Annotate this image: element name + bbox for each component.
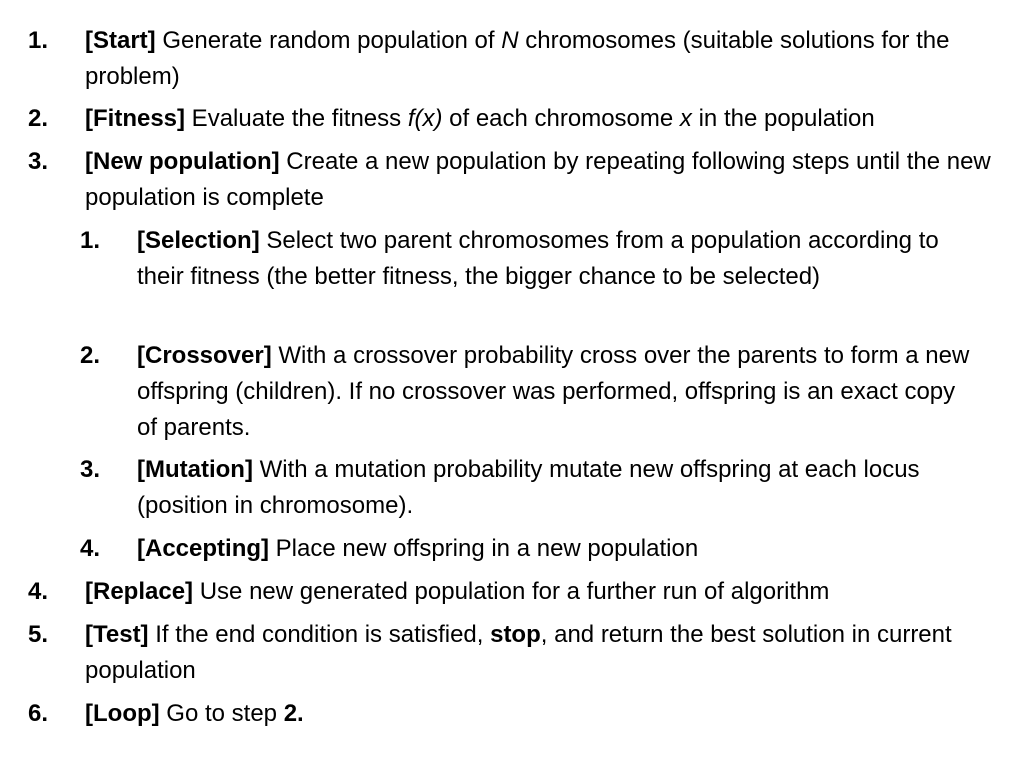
step-italic-term: N — [501, 27, 519, 54]
step-3 — [28, 144, 998, 216]
substep-number: 4. — [80, 535, 101, 562]
substep-text — [137, 452, 980, 524]
step-italic-term: x — [679, 105, 692, 132]
substep-number: 2. — [80, 342, 101, 369]
step-tag: [Loop] — [85, 700, 160, 727]
step-text — [85, 574, 998, 610]
substep-mutation — [80, 452, 980, 524]
substep-text-part: With a mutation probability mutate new offspring at each locus (position in chromosome). — [137, 456, 920, 519]
substep-selection — [80, 223, 980, 295]
substep-text-part: Select two parent chromosomes from a population according to their fitness (the better fitness, the bigger chance to be selected) — [137, 227, 939, 290]
step-text-part: of each chromosome — [442, 105, 680, 132]
step-text-part: If the end condition is satisfied, — [148, 621, 491, 648]
step-number: 2. — [28, 105, 49, 132]
substep-crossover — [80, 338, 980, 446]
substep-tag: [Crossover] — [137, 342, 272, 369]
substep-text — [137, 531, 980, 567]
step-number: 6. — [28, 700, 49, 727]
step-text — [85, 101, 998, 137]
step-2 — [28, 101, 998, 137]
substep-number: 3. — [80, 456, 101, 483]
substep-text — [137, 223, 980, 295]
step-5 — [28, 617, 998, 689]
substep-tag: [Selection] — [137, 227, 260, 254]
step-text — [85, 23, 998, 95]
step-4 — [28, 574, 998, 610]
step-tag: [New population] — [85, 148, 280, 175]
step-text-part: Use new generated population for a further run of algorithm — [193, 578, 830, 605]
step-text — [85, 617, 998, 689]
step-tag: [Test] — [85, 621, 149, 648]
step-text-part: in the population — [691, 105, 875, 132]
step-bold-term: 2. — [283, 700, 304, 727]
step-text-part: chromosomes (suitable solutions for the problem) — [85, 27, 950, 90]
step-tag: [Fitness] — [85, 105, 186, 132]
step-6 — [28, 696, 998, 732]
step-text — [85, 696, 998, 732]
step-number: 3. — [28, 148, 49, 175]
step-italic-term: f(x) — [407, 105, 443, 132]
step-text-part: Go to step — [159, 700, 284, 727]
step-text — [85, 144, 998, 216]
substep-tag: [Accepting] — [137, 535, 269, 562]
substep-accepting — [80, 531, 980, 567]
substep-tag: [Mutation] — [137, 456, 253, 483]
substep-text-part: With a crossover probability cross over the parents to form a new offspring (children). If no crossover was performed, offspring is an exact copy of parents. — [137, 342, 970, 441]
step-number: 1. — [28, 27, 49, 54]
substep-text — [137, 338, 980, 446]
step-1 — [28, 23, 998, 95]
step-tag: [Replace] — [85, 578, 194, 605]
step-text-part: Generate random population of — [155, 27, 502, 54]
step-number: 4. — [28, 578, 49, 605]
step-tag: [Start] — [85, 27, 156, 54]
step-text-part: Create a new population by repeating following steps until the new population is complete — [85, 148, 991, 211]
step-text-part: Evaluate the fitness — [185, 105, 408, 132]
substep-number: 1. — [80, 227, 101, 254]
substep-text-part: Place new offspring in a new population — [269, 535, 699, 562]
step-text-part: , and return the best solution in current population — [85, 621, 952, 684]
step-number: 5. — [28, 621, 49, 648]
step-bold-term: stop — [490, 621, 541, 648]
